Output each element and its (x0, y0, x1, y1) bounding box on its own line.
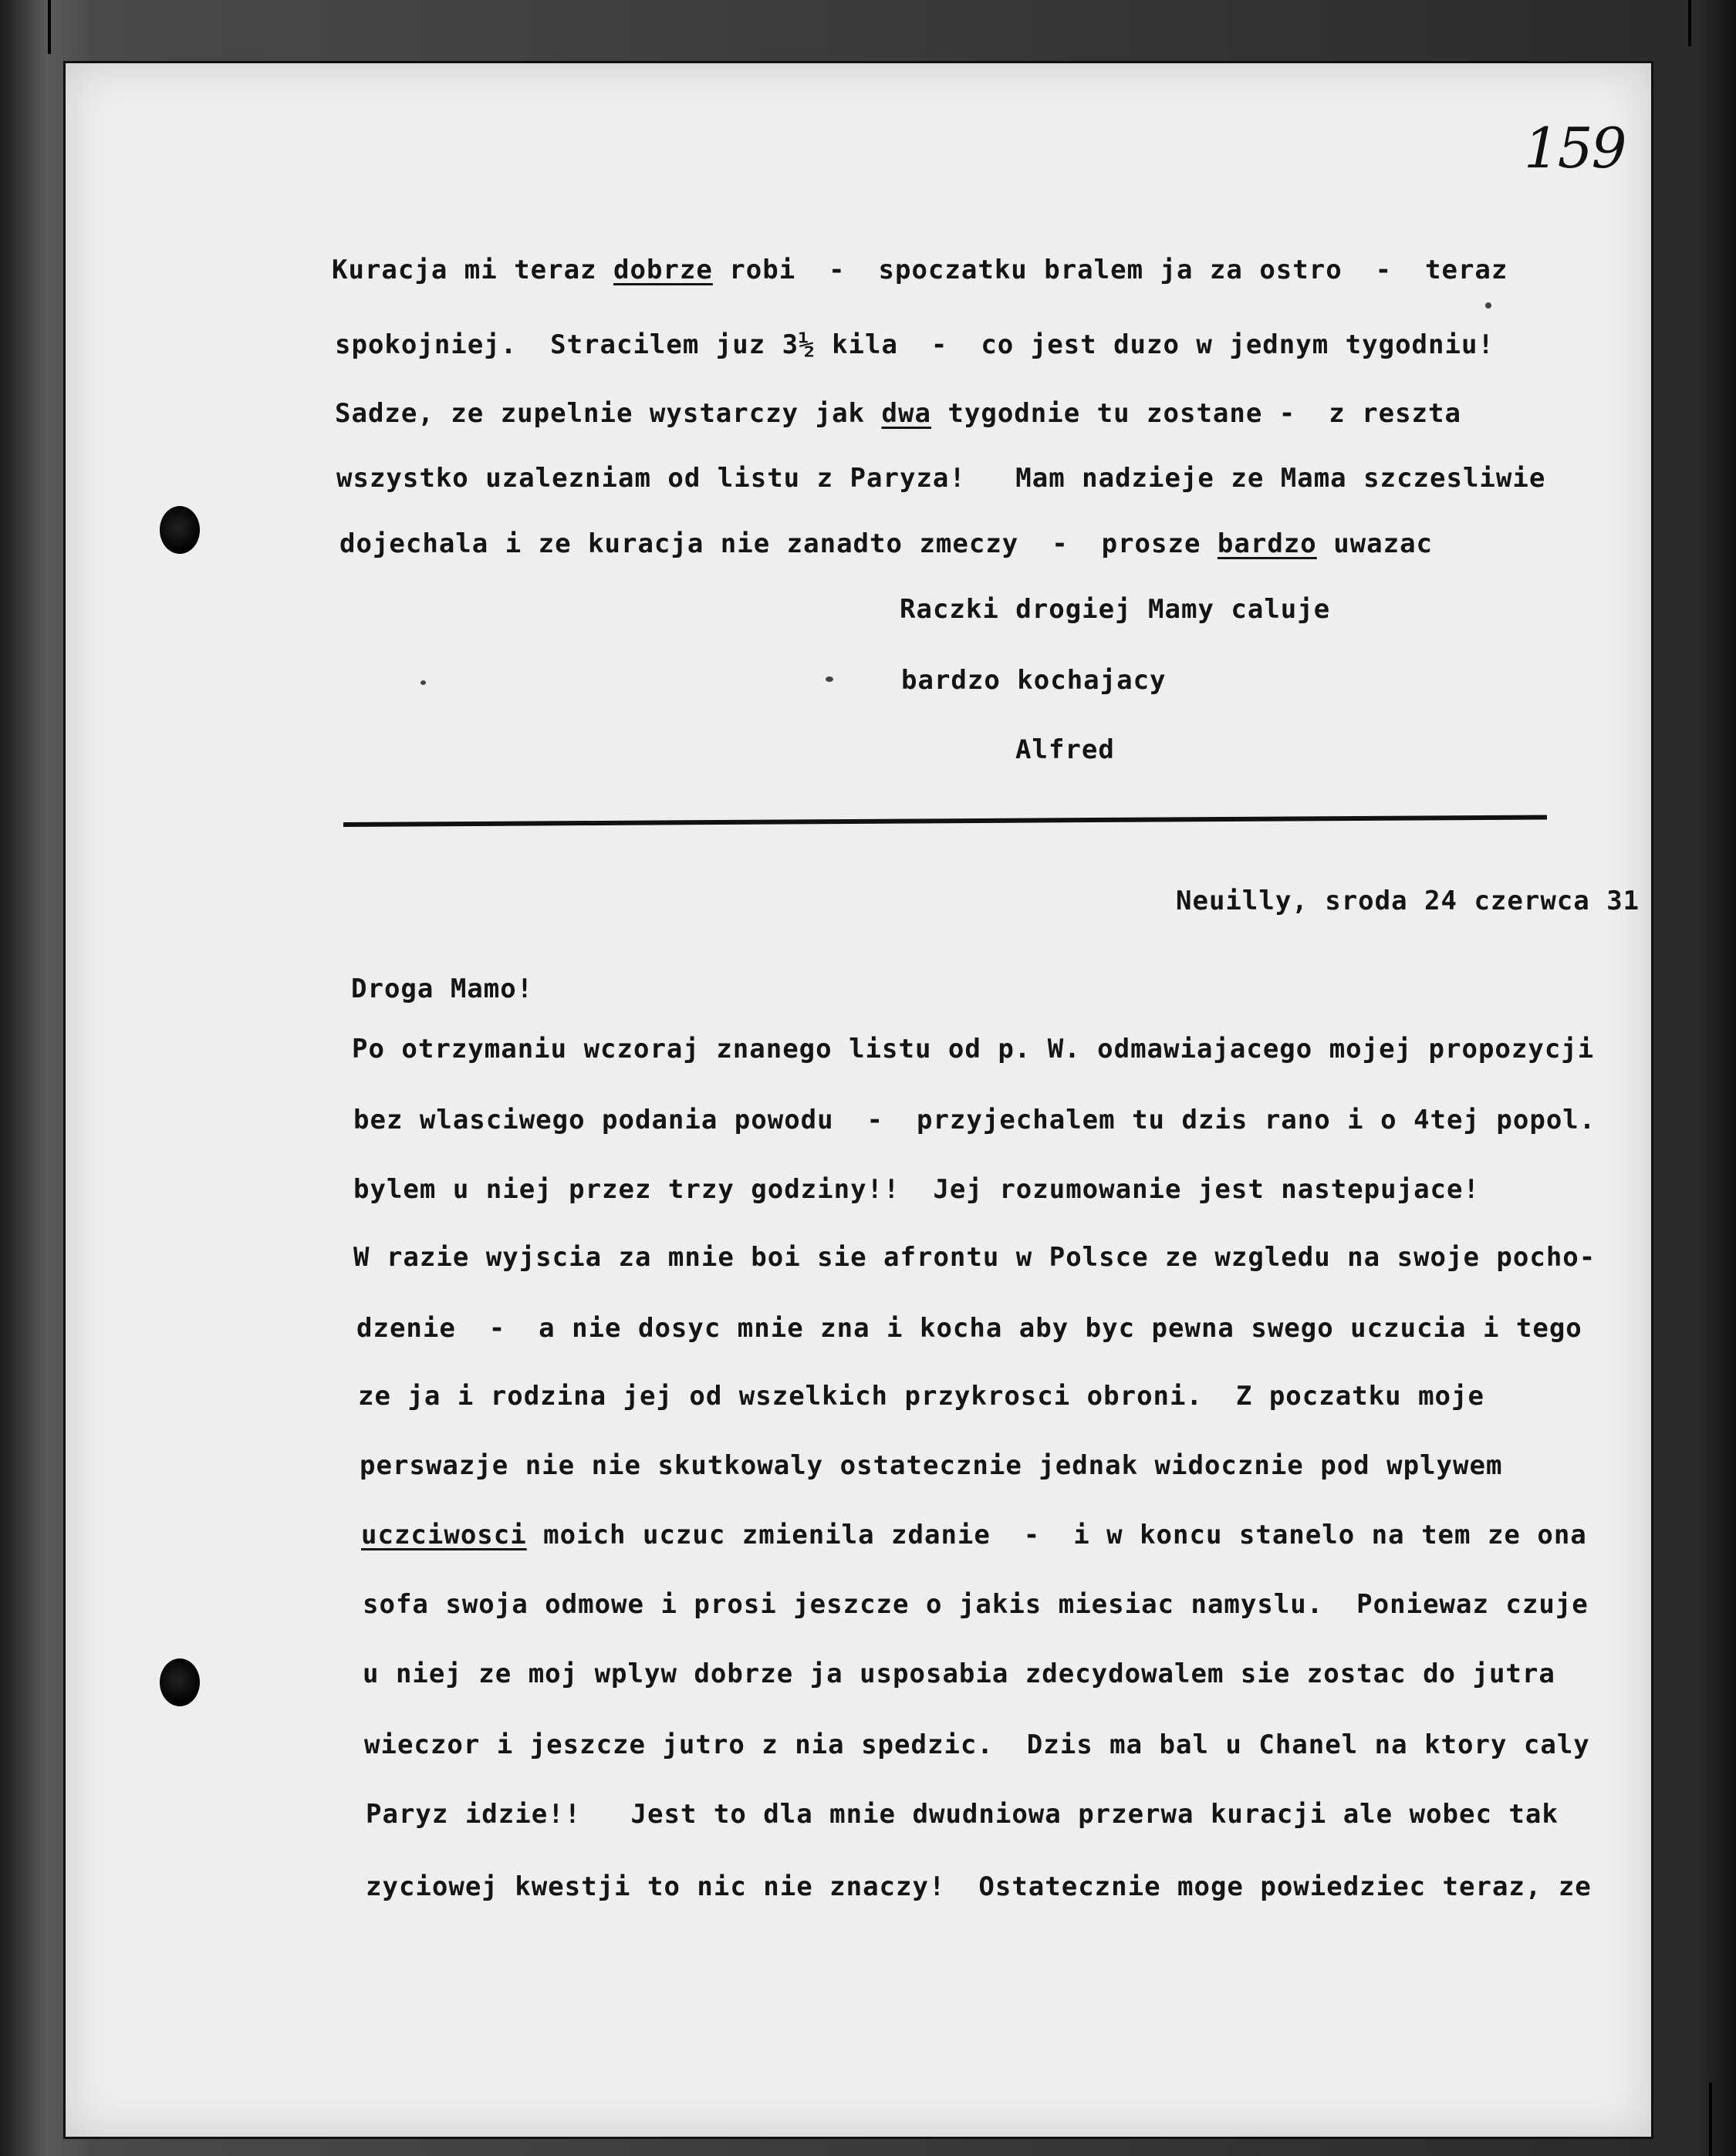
letter1-closing: Raczki drogiej Mamy caluje (900, 594, 1331, 625)
letter1-line: wszystko uzalezniam od listu z Paryza! Mam nadzieje ze Mama szczesliwie (336, 463, 1546, 494)
letter2-dateline: Neuilly, sroda 24 czerwca 31 (1176, 886, 1640, 916)
page-number: 159 (1524, 116, 1626, 181)
letter2-line: bez wlasciwego podania powodu - przyjechalem tu dzis rano i o 4tej popol. (353, 1105, 1596, 1135)
letter1-signature: Alfred (1015, 734, 1115, 765)
letter2-line: zyciowej kwestji to nic nie znaczy! Ostatecznie moge powiedziec teraz, ze (366, 1871, 1592, 1902)
punch-hole (160, 1658, 200, 1706)
letter2-line: bylem u niej przez trzy godziny!! Jej rozumowanie jest nastepujace! (353, 1174, 1480, 1205)
letter1-line: Sadze, ze zupelnie wystarczy jak dwa tygodnie tu zostane - z reszta (335, 398, 1461, 429)
letter1-line: dojechala i ze kuracja nie zanadto zmeczy - prosze bardzo uwazac (339, 528, 1434, 559)
speck (420, 680, 426, 685)
letter2-line: perswazje nie nie skutkowaly ostatecznie jednak widocznie pod wplywem (360, 1450, 1503, 1481)
speck (1485, 302, 1491, 309)
film-edge-mark (1709, 2083, 1712, 2156)
letter2-line: u niej ze moj wplyw dobrze ja usposabia zdecydowalem sie zostac do jutra (363, 1658, 1555, 1689)
letter2-line: W razie wyjscia za mnie boi sie afrontu w Polsce ze wzgledu na swoje pocho- (353, 1242, 1596, 1273)
letter2-line: ze ja i rodzina jej od wszelkich przykrosci obroni. Z poczatku moje (358, 1381, 1484, 1412)
letter1-closing: bardzo kochajacy (901, 665, 1167, 696)
punch-hole (160, 506, 200, 554)
letter1-line: spokojniej. Stracilem juz 3½ kila - co jest duzo w jednym tygodniu! (335, 329, 1495, 360)
letter2-line: Paryz idzie!! Jest to dla mnie dwudniowa przerwa kuracji ale wobec tak (366, 1799, 1559, 1830)
film-edge-mark (48, 0, 51, 54)
letter2-line: uczciwosci moich uczuc zmienila zdanie - i w koncu stanelo na tem ze ona (361, 1520, 1587, 1550)
letter2-line: wieczor i jeszcze jutro z nia spedzic. Dzis ma bal u Chanel na ktory caly (364, 1729, 1590, 1760)
letter2-line: dzenie - a nie dosyc mnie zna i kocha aby byc pewna swego uczucia i tego (356, 1313, 1582, 1344)
letter2-salutation: Droga Mamo! (351, 973, 534, 1004)
letter2-line: Po otrzymaniu wczoraj znanego listu od p. W. odmawiajacego mojej propozycji (352, 1034, 1595, 1065)
film-edge-mark (1688, 0, 1691, 46)
letter1-line: Kuracja mi teraz dobrze robi - spoczatku bralem ja za ostro - teraz (332, 255, 1508, 285)
speck (826, 676, 833, 682)
letter2-line: sofa swoja odmowe i prosi jeszcze o jakis miesiac namyslu. Poniewaz czuje (363, 1589, 1589, 1620)
